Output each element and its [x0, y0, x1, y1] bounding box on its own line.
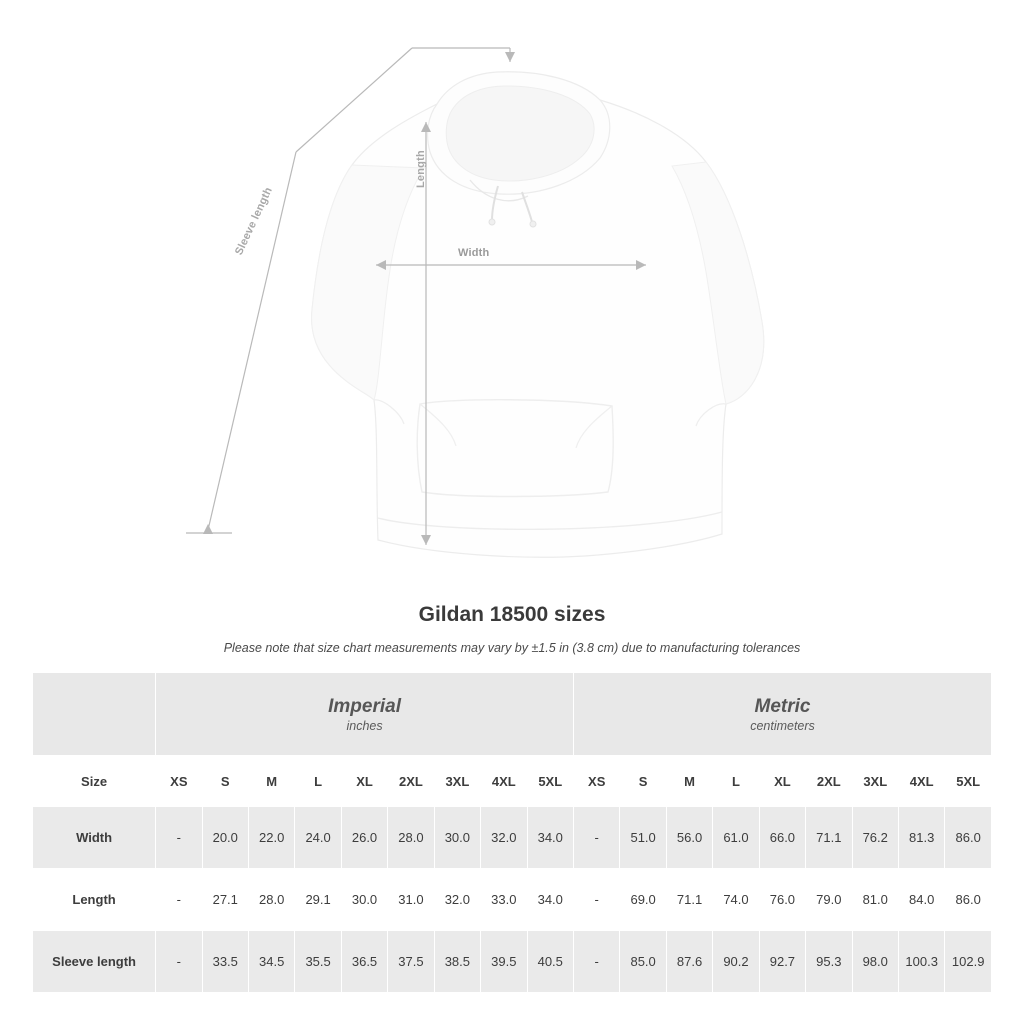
width-dimension-label: Width: [458, 247, 490, 259]
width-imperial-l: 24.0: [295, 807, 341, 869]
hoodie-shape: [312, 72, 764, 557]
sleeve-imperial-4xl: 39.5: [481, 931, 527, 993]
length-dimension-label: Length: [415, 150, 427, 188]
size-col-imperial-s: S: [202, 756, 248, 807]
size-col-metric-3xl: 3XL: [852, 756, 898, 807]
length-metric-5xl: 86.0: [945, 869, 992, 931]
length-metric-xs: -: [574, 869, 620, 931]
sleeve-metric-xl: 92.7: [759, 931, 805, 993]
size-col-metric-m: M: [666, 756, 712, 807]
width-metric-5xl: 86.0: [945, 807, 992, 869]
sleeve-metric-l: 90.2: [713, 931, 759, 993]
table-row: [33, 807, 992, 869]
imperial-unit: inches: [346, 718, 383, 733]
title-block: [0, 603, 1024, 655]
size-col-metric-s: S: [620, 756, 666, 807]
size-chart-table: [32, 672, 992, 993]
width-imperial-5xl: 34.0: [527, 807, 574, 869]
sleeve-imperial-2xl: 37.5: [388, 931, 434, 993]
size-col-imperial-4xl: 4XL: [481, 756, 527, 807]
size-col-metric-5xl: 5XL: [945, 756, 992, 807]
sleeve-imperial-3xl: 38.5: [434, 931, 480, 993]
size-chart-table-wrap: [32, 672, 992, 993]
size-col-imperial-xl: XL: [341, 756, 387, 807]
page-title: Gildan 18500 sizes: [418, 603, 606, 626]
length-imperial-xs: -: [156, 869, 202, 931]
size-col-metric-xl: XL: [759, 756, 805, 807]
length-imperial-m: 28.0: [248, 869, 294, 931]
sleeve-metric-m: 87.6: [666, 931, 712, 993]
width-imperial-2xl: 28.0: [388, 807, 434, 869]
size-col-imperial-2xl: 2XL: [388, 756, 434, 807]
sleeve-imperial-5xl: 40.5: [527, 931, 574, 993]
width-imperial-m: 22.0: [248, 807, 294, 869]
width-imperial-xs: -: [156, 807, 202, 869]
width-metric-3xl: 76.2: [852, 807, 898, 869]
metric-group-header: [574, 673, 992, 756]
width-metric-xs: -: [574, 807, 620, 869]
table-row: [33, 931, 992, 993]
width-imperial-4xl: 32.0: [481, 807, 527, 869]
length-imperial-2xl: 31.0: [388, 869, 434, 931]
length-metric-xl: 76.0: [759, 869, 805, 931]
size-header-row: [33, 756, 992, 807]
size-col-imperial-xs: XS: [156, 756, 202, 807]
sleeve-imperial-xs: -: [156, 931, 202, 993]
sleeve-metric-xs: -: [574, 931, 620, 993]
sleeve-imperial-m: 34.5: [248, 931, 294, 993]
sleeve-metric-2xl: 95.3: [806, 931, 852, 993]
length-imperial-5xl: 34.0: [527, 869, 574, 931]
sleeve-imperial-l: 35.5: [295, 931, 341, 993]
unit-row-corner: [33, 673, 156, 756]
length-metric-2xl: 79.0: [806, 869, 852, 931]
length-imperial-3xl: 32.0: [434, 869, 480, 931]
sleeve-length-dimension-label: Sleeve length: [233, 185, 275, 258]
metric-label: Metric: [754, 696, 811, 718]
size-col-imperial-5xl: 5XL: [527, 756, 574, 807]
size-col-imperial-m: M: [248, 756, 294, 807]
width-imperial-xl: 26.0: [341, 807, 387, 869]
row-label-sleeve-length: Sleeve length: [33, 931, 156, 993]
tolerance-note: Please note that size chart measurements may vary by ±1.5 in (3.8 cm) due to manufacturing tolerances: [223, 641, 801, 655]
sleeve-metric-3xl: 98.0: [852, 931, 898, 993]
size-col-imperial-3xl: 3XL: [434, 756, 480, 807]
length-metric-3xl: 81.0: [852, 869, 898, 931]
sleeve-imperial-s: 33.5: [202, 931, 248, 993]
size-col-metric-xs: XS: [574, 756, 620, 807]
size-col-metric-2xl: 2XL: [806, 756, 852, 807]
width-metric-4xl: 81.3: [898, 807, 944, 869]
length-imperial-s: 27.1: [202, 869, 248, 931]
length-metric-l: 74.0: [713, 869, 759, 931]
row-label-width: Width: [33, 807, 156, 869]
width-metric-m: 56.0: [666, 807, 712, 869]
length-metric-s: 69.0: [620, 869, 666, 931]
length-imperial-l: 29.1: [295, 869, 341, 931]
length-imperial-4xl: 33.0: [481, 869, 527, 931]
length-imperial-xl: 30.0: [341, 869, 387, 931]
sleeve-metric-s: 85.0: [620, 931, 666, 993]
metric-unit: centimeters: [750, 718, 815, 733]
width-metric-2xl: 71.1: [806, 807, 852, 869]
width-imperial-3xl: 30.0: [434, 807, 480, 869]
size-header-cell: Size: [33, 756, 156, 807]
table-row: [33, 869, 992, 931]
width-imperial-s: 20.0: [202, 807, 248, 869]
sleeve-metric-4xl: 100.3: [898, 931, 944, 993]
sleeve-metric-5xl: 102.9: [945, 931, 992, 993]
width-metric-s: 51.0: [620, 807, 666, 869]
sleeve-imperial-xl: 36.5: [341, 931, 387, 993]
unit-system-row: [33, 673, 992, 756]
length-metric-m: 71.1: [666, 869, 712, 931]
length-metric-4xl: 84.0: [898, 869, 944, 931]
imperial-label: Imperial: [328, 696, 401, 718]
row-label-length: Length: [33, 869, 156, 931]
imperial-group-header: [156, 673, 574, 756]
size-col-metric-l: L: [713, 756, 759, 807]
width-metric-l: 61.0: [713, 807, 759, 869]
width-metric-xl: 66.0: [759, 807, 805, 869]
size-col-imperial-l: L: [295, 756, 341, 807]
size-col-metric-4xl: 4XL: [898, 756, 944, 807]
